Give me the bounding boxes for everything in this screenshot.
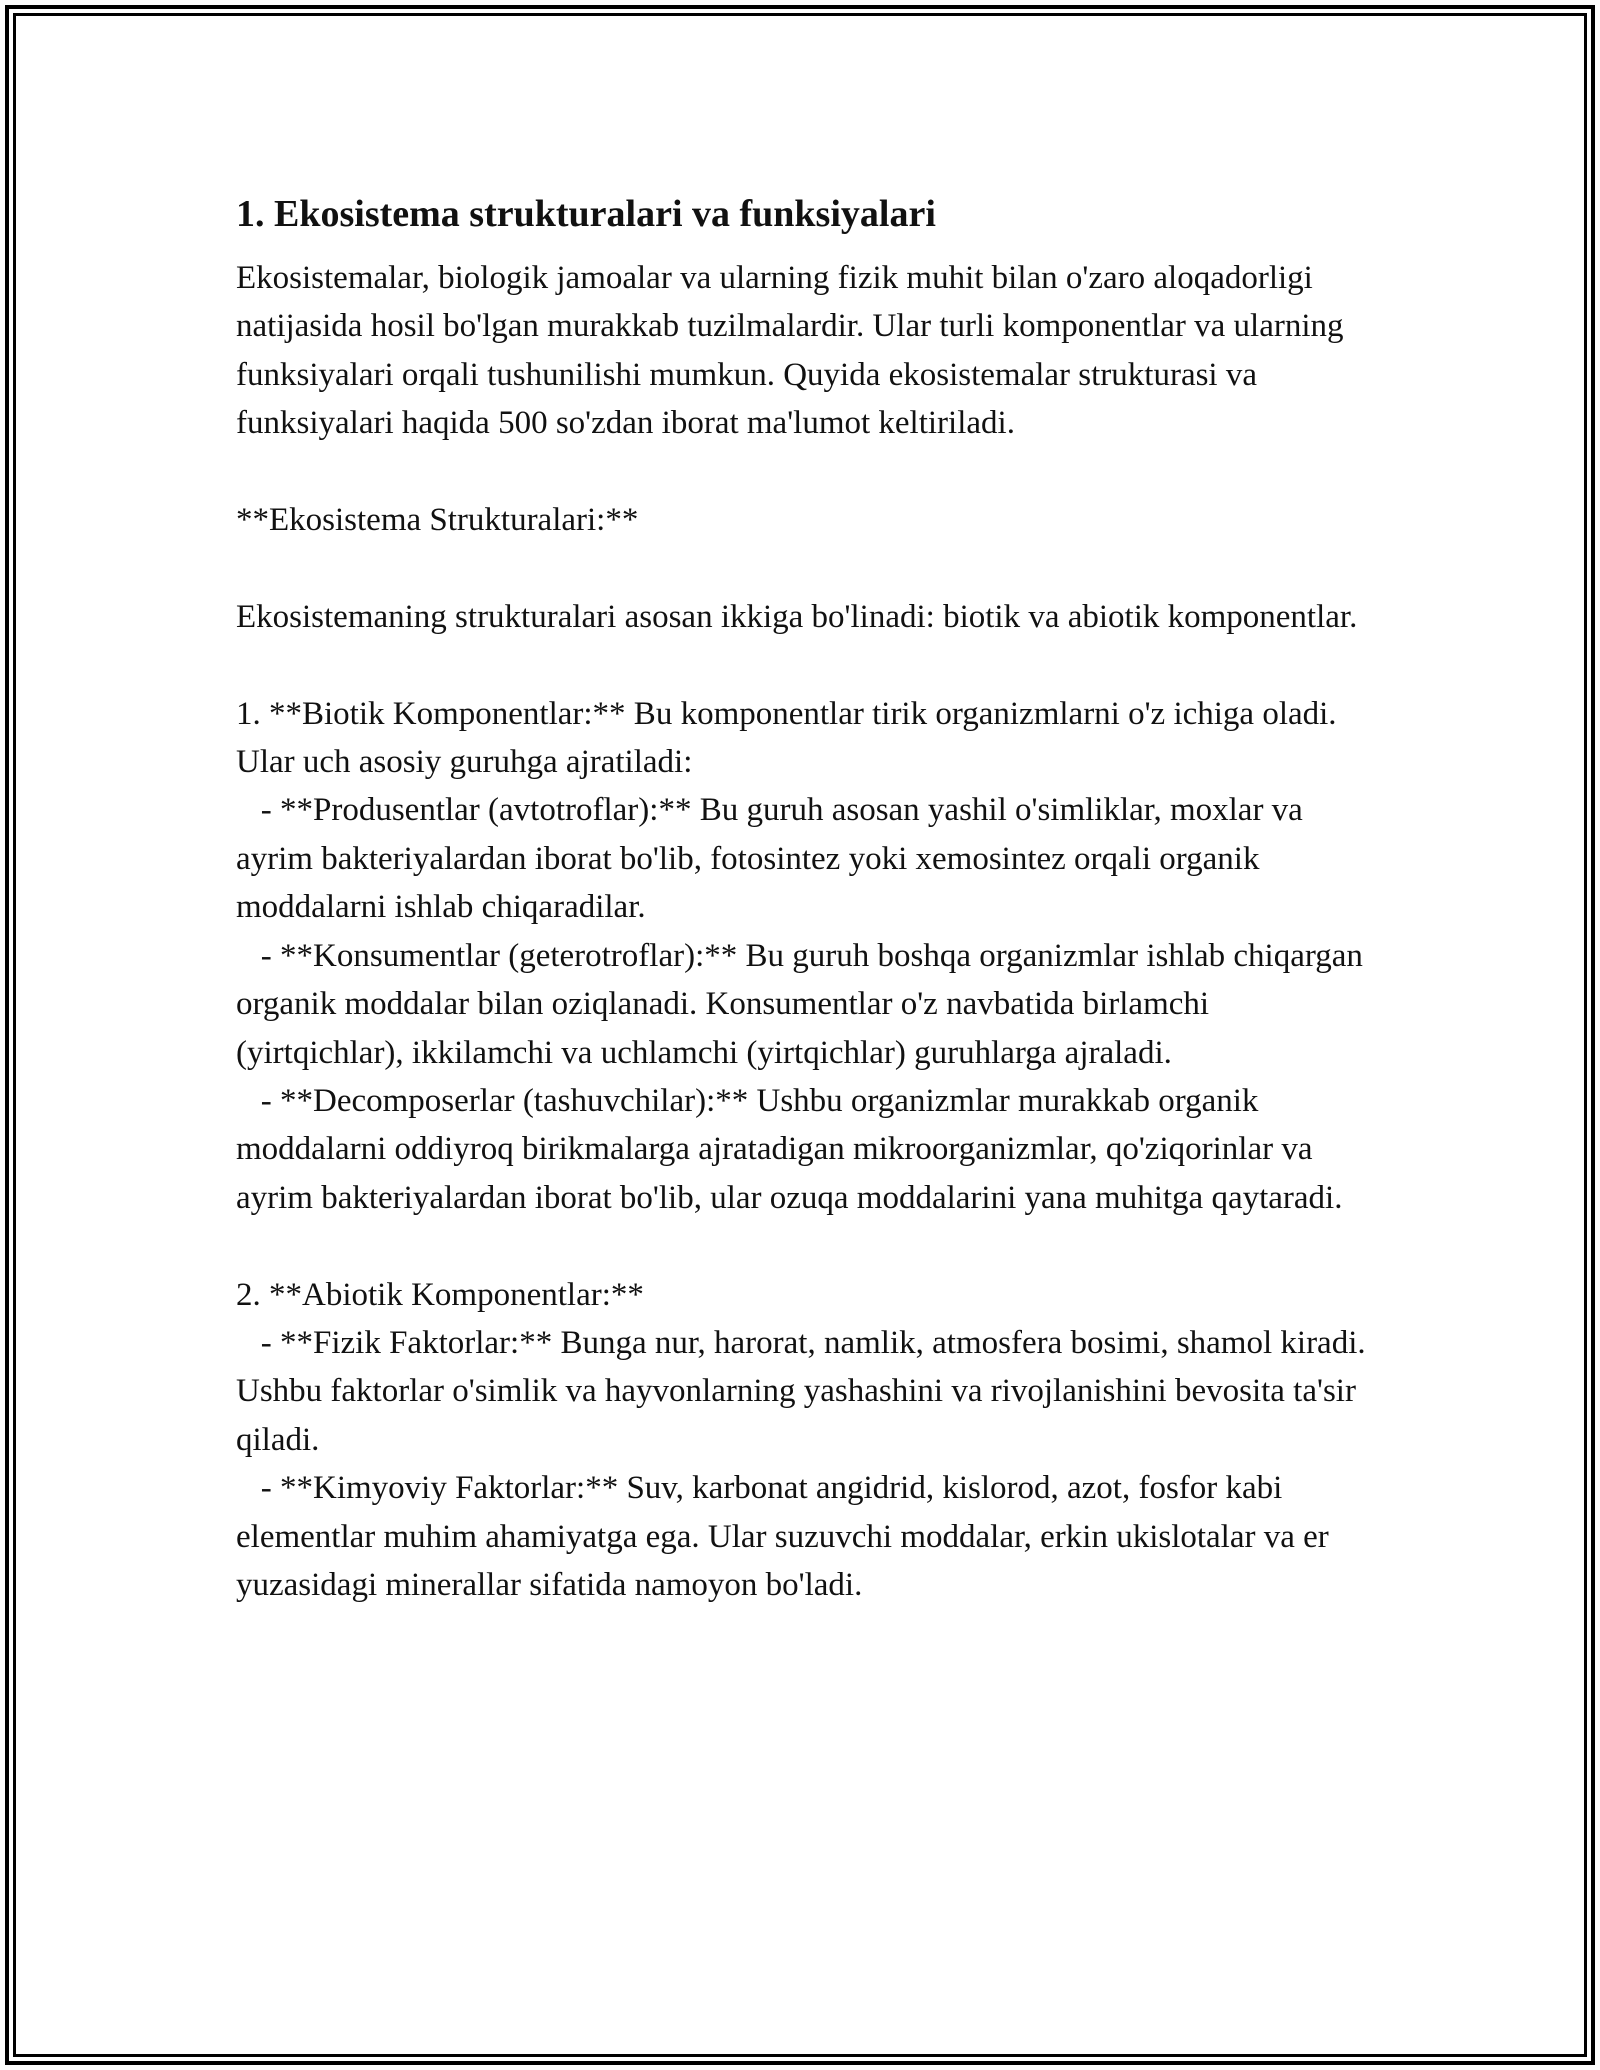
abiotic-components-section: 2. **Abiotik Komponentlar:** - **Fizik Faktorlar:** Bunga nur, harorat, namlik, atmosfera bosimi, shamol kiradi. Ushbu faktorlar o'simlik va hayvonlarning yashashini va rivojlanishini bevosita ta'sir qiladi. - **Kimyoviy Faktorlar:** Suv, karbonat angidrid, kislorod, azot, fosfor kabi elementlar muhim ahamiyatga ega. Ular suzuvchi moddalar, erkin ukislotalar va er yuzasidagi minerallar sifatida namoyon bo'ladi.	[236, 1276, 1366, 1603]
structures-subheading: **Ekosistema Strukturalari:**	[236, 502, 639, 539]
blank-line	[236, 641, 1376, 689]
intro-paragraph: Ekosistemalar, biologik jamoalar va ularning fizik muhit bilan o'zaro aloqadorligi natijasida hosil bo'lgan murakkab tuzilmalardir. Ular turli komponentlar va ularning funksiyalari orqali tushunilishi mumkun. Quyida ekosistemalar strukturasi va funksiyalari haqida 500 so'zdan iborat ma'lumot keltiriladi.	[236, 260, 1352, 442]
structures-intro-paragraph: Ekosistemaning strukturalari asosan ikkiga bo'linadi: biotik va abiotik komponentlar.	[236, 598, 1358, 635]
blank-line	[236, 1222, 1376, 1270]
section-heading: 1. Ekosistema strukturalari va funksiyalari	[236, 193, 936, 235]
biotic-components-section: 1. **Biotik Komponentlar:** Bu komponentlar tirik organizmlarni o'z ichiga oladi. Ular uch asosiy guruhga ajratiladi: - **Produsentlar (avtotroflar):** Bu guruh asosan yashil o'simliklar, moxlar va ayrim bakteriyalardan iborat bo'lib, fotosintez yoki xemosintez orqali organik moddalarni ishlab chiqaradilar. - **Konsumentlar (geterotroflar):** Bu guruh boshqa organizmlar ishlab chiqargan organik moddalar bilan oziqlanadi. Konsumentlar o'z navbatida birlamchi (yirtqichlar), ikkilamchi va uchlamchi (yirtqichlar) guruhlarga ajraladi. - **Decomposerlar (tashuvchilar):** Ushbu organizmlar murakkab organik moddalarni oddiyroq birikmalarga ajratadigan mikroorganizmlar, qo'ziqorinlar va ayrim bakteriyalardan iborat bo'lib, ular ozuqa moddalarini yana muhitga qaytaradi.	[236, 695, 1363, 1216]
blank-line	[236, 544, 1376, 592]
blank-line	[236, 448, 1376, 496]
document-body	[236, 186, 1376, 1609]
